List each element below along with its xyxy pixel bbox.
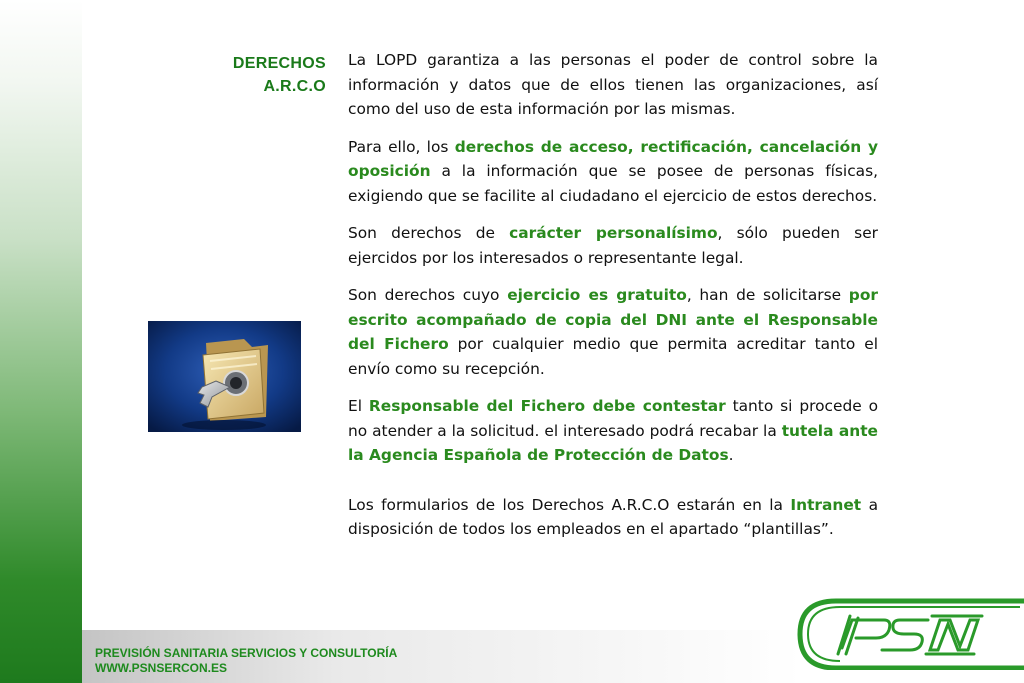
footer	[95, 646, 397, 676]
paragraph-text: , sólo pueden ser ejercidos por los interesados o representante legal.	[348, 224, 878, 267]
folder-with-key-image	[148, 321, 301, 432]
highlighted-text: Responsable del Fichero debe contestar	[368, 397, 726, 415]
paragraph-text: a la información que se posee de personas físicas, exigiendo que se facilite al ciudadano el ejercicio de estos derechos.	[348, 162, 878, 205]
content-body	[348, 48, 878, 555]
highlighted-text: derechos de acceso, rectificación, cancelación y oposición	[348, 137, 878, 180]
paragraph	[348, 283, 878, 381]
highlighted-text: carácter personalísimo	[509, 224, 718, 242]
paragraph	[348, 48, 878, 122]
psn-logo	[796, 598, 1024, 670]
highlighted-text: ejercicio es gratuito	[507, 286, 687, 304]
paragraph-text: tanto si procede o no atender a la solicitud. el interesado podrá recabar la	[348, 397, 878, 440]
highlighted-text: tutela ante la Agencia Española de Protección de Datos	[348, 421, 878, 464]
section-title-line1: DERECHOS	[232, 55, 326, 72]
paragraph-text: La LOPD garantiza a las personas el poder de control sobre la información y datos que de ellos tienen las organizaciones, así como del uso de esta información por las mismas.	[348, 51, 878, 118]
paragraph	[348, 135, 878, 209]
paragraph-text: Son derechos de	[348, 224, 510, 242]
paragraph	[348, 221, 878, 270]
paragraph-text: Para ello, los	[348, 137, 455, 156]
highlighted-text: Intranet	[790, 495, 862, 514]
section-title-line2: A.R.C.O	[263, 78, 326, 95]
paragraph-text: por cualquier medio que permita acreditar tanto el envío como su recepción.	[348, 335, 878, 378]
section-title	[200, 52, 326, 98]
paragraph	[348, 394, 878, 468]
footer-website-link[interactable]: WWW.PSNSERCON.ES	[95, 661, 228, 675]
paragraph-text: Los formularios de los Derechos A.R.C.O estarán en la	[348, 495, 791, 514]
paragraph-text: .	[728, 446, 734, 464]
paragraph-text: , han de solicitarse	[686, 286, 849, 304]
sidebar-gradient-bar	[0, 0, 82, 683]
paragraph	[348, 493, 878, 542]
footer-company-name: PREVISIÓN SANITARIA SERVICIOS Y CONSULTORÍA	[95, 646, 398, 660]
paragraph-text: El	[348, 397, 369, 415]
highlighted-text: por escrito acompañado de copia del DNI ante el Responsable del Fichero	[348, 286, 878, 353]
paragraph-text: Son derechos cuyo	[348, 286, 508, 304]
paragraph-text: a disposición de todos los empleados en el apartado “plantillas”.	[348, 495, 878, 538]
